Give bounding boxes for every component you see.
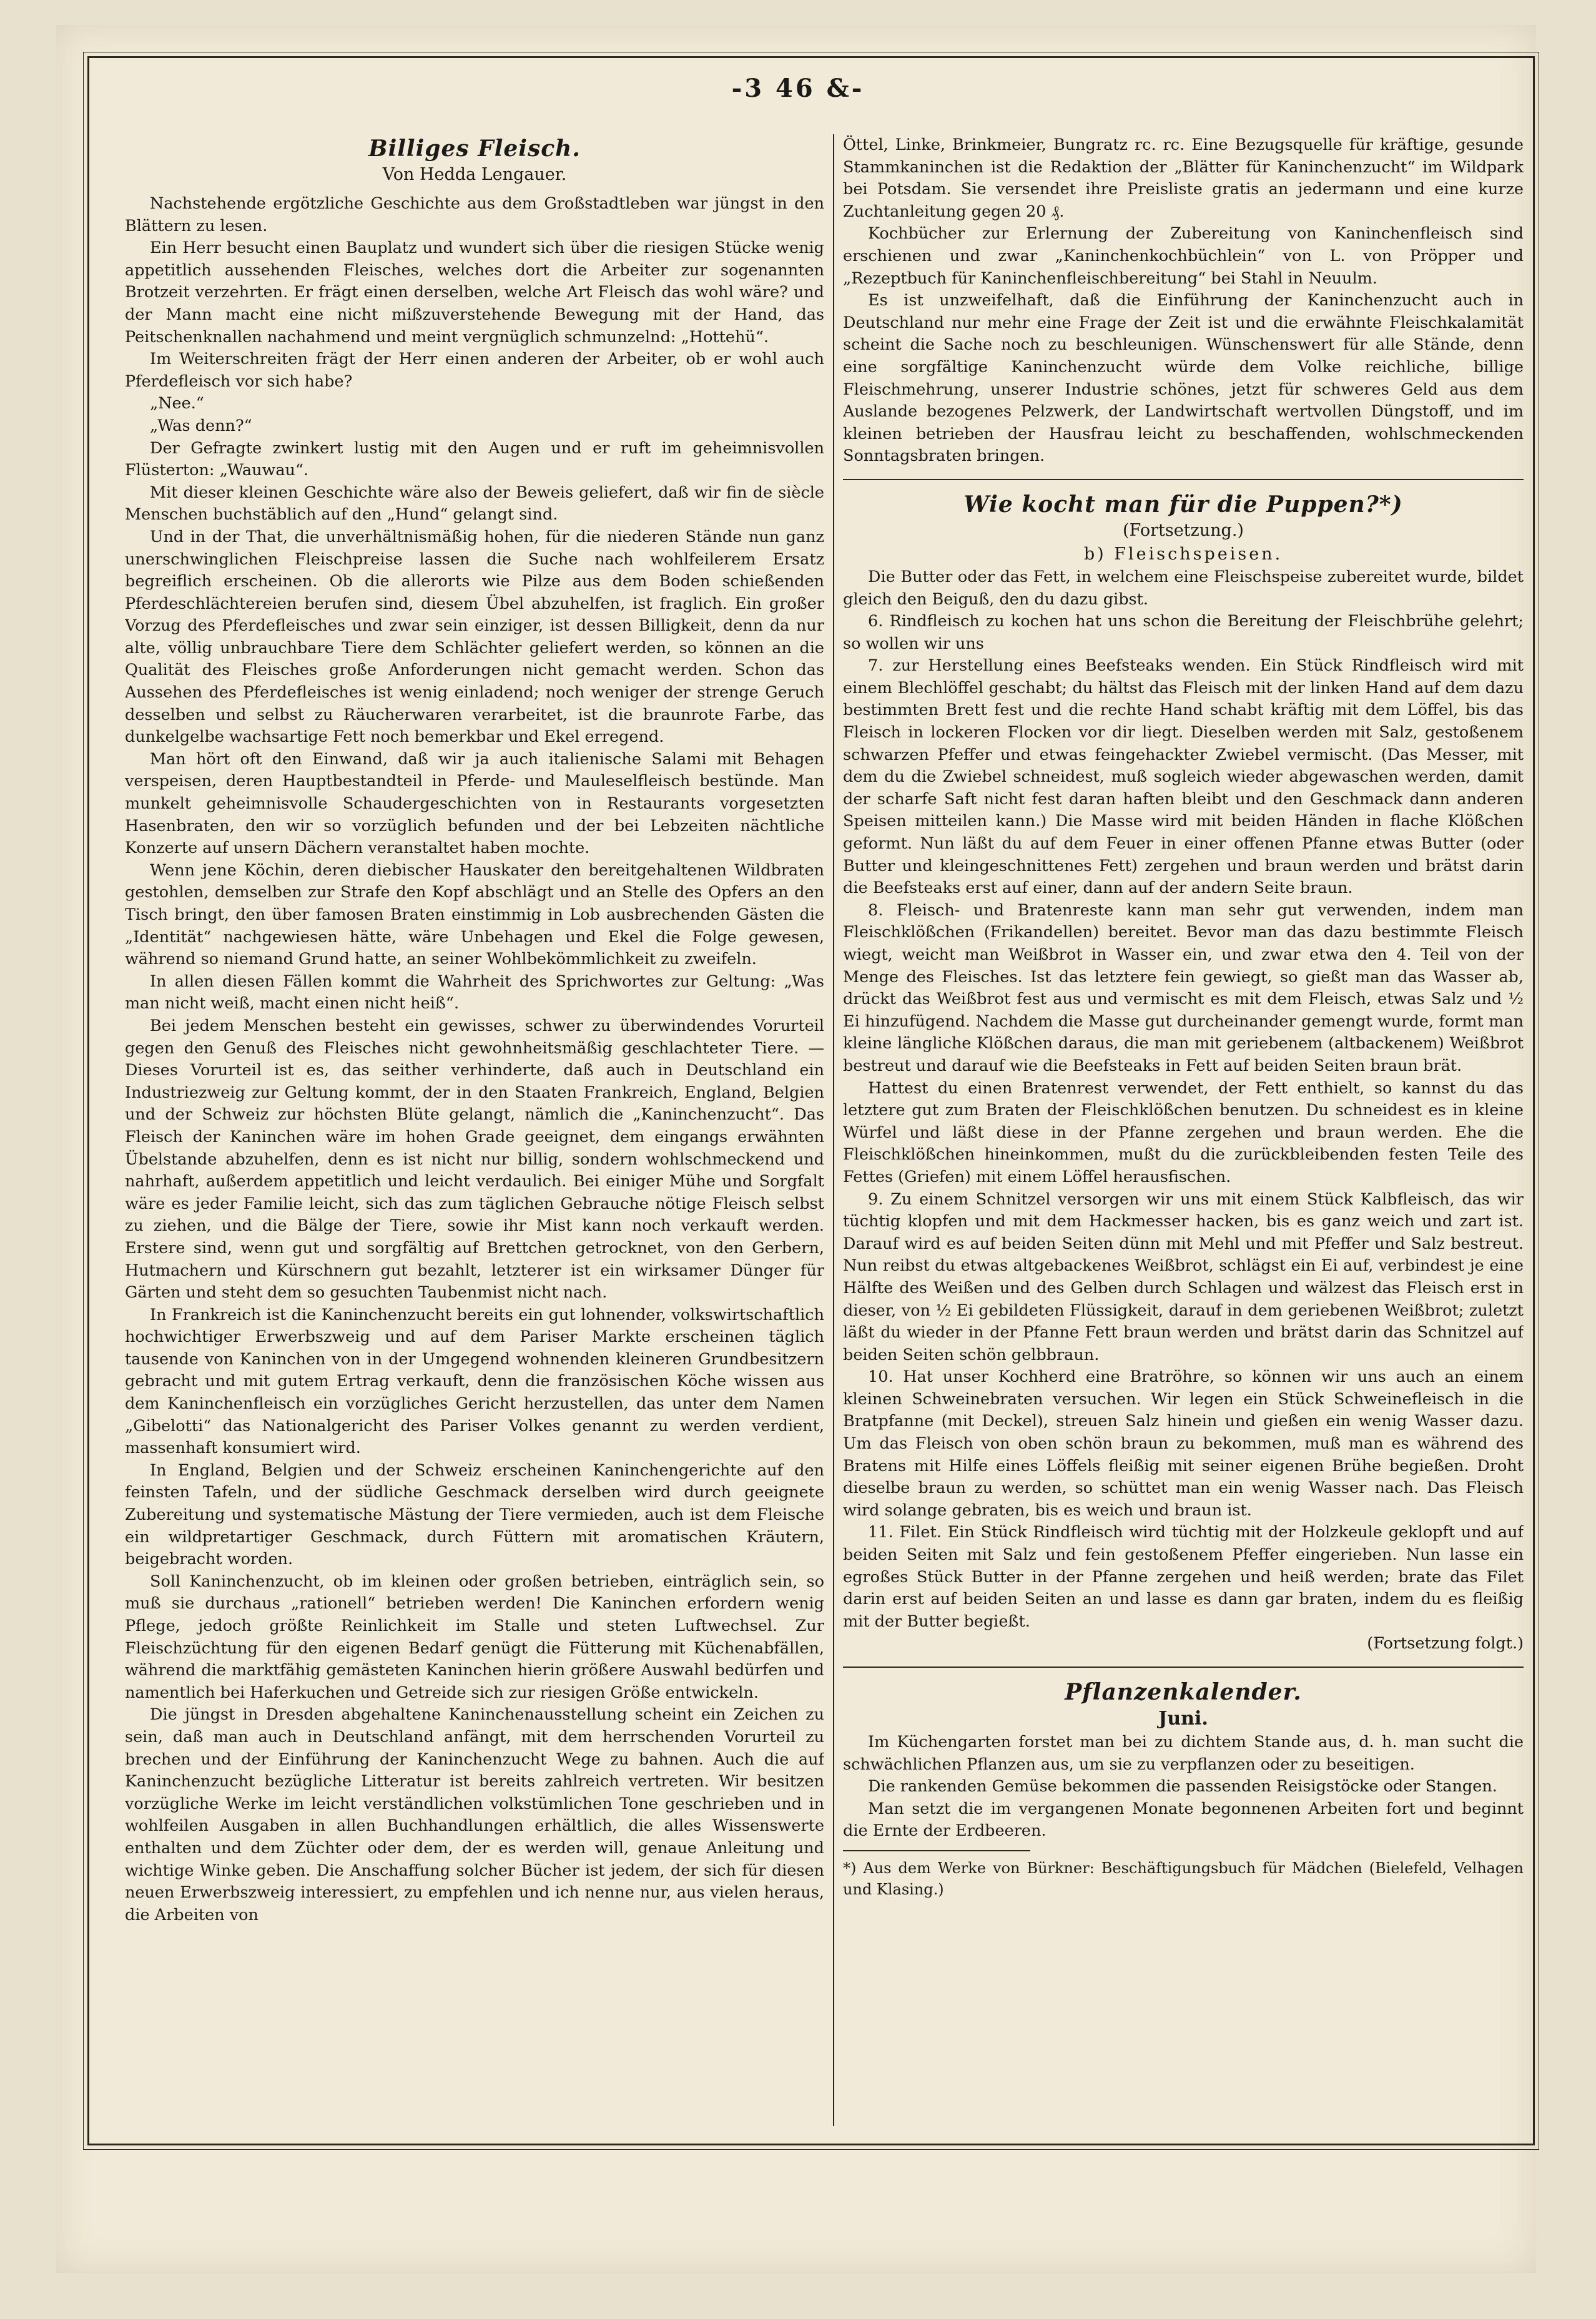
paragraph: In allen diesen Fällen kommt die Wahrheit des Sprichwortes zur Geltung: „Was man nicht weiß, macht einen nicht heiß“. bbox=[125, 972, 824, 1013]
pflanzen-title: Pflanzenkalender. bbox=[1065, 1679, 1302, 1705]
paragraph: Öttel, Linke, Brinkmeier, Bungratz rc. rc. Eine Bezugsquelle für kräftige, gesunde Stammkaninchen ist die Redaktion der „Blätter für Kaninchenzucht“ im Wildpark bei Potsdam. Sie versendet ihre Preisliste gratis an jedermann und eine kurze Zuchtanleitung gegen 20 ₰. bbox=[843, 135, 1524, 221]
article-title: Billiges Fleisch. bbox=[368, 135, 581, 162]
paragraph: „Was denn?“ bbox=[150, 416, 252, 435]
paragraph: Im Weiterschreiten frägt der Herr einen anderen der Arbeiter, ob er wohl auch Pferdefleisch vor sich habe? bbox=[125, 350, 824, 391]
puppen-title: Wie kocht man für die Puppen?*) bbox=[963, 491, 1403, 518]
column-divider bbox=[833, 134, 834, 2126]
paragraph: Kochbücher zur Erlernung der Zubereitung von Kaninchenfleisch sind erschienen und zwar „Kaninchenkochbüchlein“ von L. von Pröpper und „Rezeptbuch für Kaninchenfleischbereitung“ bei Stahl in Neuulm. bbox=[843, 224, 1524, 288]
paragraph: 8. Fleisch- und Bratenreste kann man sehr gut verwenden, indem man Fleischklößchen (Frikandellen) bereitet. Bevor man das dazu bestimmte Fleisch wiegt, weicht man Weißbrot in Wasser ein, und zwar etwa den 4. Teil von der Menge des Fleisches. Ist das letztere fein gewiegt, so gießt man das Wasser ab, drückt das Weißbrot fest aus und vermischt es mit dem Fleisch, etwas Salz und ½ Ei hinzufügend. Nachdem die Masse gut durcheinander gemengt wurde, formt man kleine längliche Klößchen daraus, die man mit geriebenem (altbackenem) Weißbrot bestreut und darauf wie die Beefsteaks in Fett auf beiden Seiten braun brät. bbox=[843, 900, 1524, 1075]
paragraph: Und in der That, die unverhältnismäßig hohen, für die niederen Stände nun ganz unerschwinglichen Fleischpreise lassen die Suche nach wohlfeilerem Ersatz begreiflich erscheinen. Ob die allerorts wie Pilze aus dem Boden schießenden Pferdeschlächtereien berufen sind, diesem Übel abzuhelfen, ist fraglich. Ein großer Vorzug des Pferdefleisches und zwar sein einziger, ist dessen Billigkeit, denn da nur alte, völlig unbrauchbare Tiere dem Schlächter geliefert werden, so können an die Qualität des Fleisches große Anforderungen nicht gemacht werden. Schon das Aussehen des Pferdefleisches ist wenig einladend; noch weniger der strenge Geruch desselben und selbst zu Räucherwaren verarbeitet, ist die braunrote Farbe, das dunkelgelbe wachsartige Fett noch bemerkbar und Ekel erregend. bbox=[125, 527, 824, 747]
pflanzen-month: Juni. bbox=[1158, 1708, 1208, 1730]
paragraph: Die jüngst in Dresden abgehaltene Kaninchenausstellung scheint ein Zeichen zu sein, daß man auch in Deutschland anfängt, mit dem herrschenden Vorurteil zu brechen und der Einführung der Kaninchenzucht Wege zu bahnen. Auch die auf Kaninchenzucht bezügliche Litteratur ist bereits zahlreich vertreten. Wir besitzen vorzügliche Werke im leicht verständlichen volkstümlichen Tone geschrieben und in wohlfeilen Ausgaben in allen Buchhandlungen erhältlich, die alles Wissenswerte enthalten und dem Züchter oder dem, der es werden will, genaue Anleitung und wichtige Winke geben. Die Anschaffung solcher Bücher ist jedem, der sich für diesen neuen Erwerbszweig interessiert, zu empfehlen und ich nenne nur, aus vielen heraus, die Arbeiten von bbox=[125, 1705, 824, 1924]
paragraph: Mit dieser kleinen Geschichte wäre also der Beweis geliefert, daß wir fin de siècle Menschen buchstäblich auf den „Hund“ gelangt sind. bbox=[125, 483, 824, 524]
paragraph: Man setzt die im vergangenen Monate begonnenen Arbeiten fort und beginnt die Ernte der Erdbeeren. bbox=[843, 1799, 1524, 1841]
section-rule bbox=[843, 1667, 1524, 1668]
article-body bbox=[125, 193, 824, 1926]
paragraph: In Frankreich ist die Kaninchenzucht bereits ein gut lohnender, volkswirtschaftlich hochwichtiger Erwerbszweig und auf dem Pariser Markte erscheinen täglich tausende von Kaninchen von in der Umgegend wohnenden kleineren Grundbesitzern gebracht und mit gutem Ertrag verkauft, denn die französischen Köche wissen aus dem Kaninchenfleisch ein vorzügliches Gericht herzustellen, das unter dem Namen „Gibelotti“ das Nationalgericht des Pariser Volkes genannt zu werden verdient, massenhaft konsumiert wird. bbox=[125, 1305, 824, 1458]
continued-text bbox=[843, 134, 1524, 468]
footnote-rule bbox=[843, 1850, 1030, 1851]
paragraph: 11. Filet. Ein Stück Rindfleisch wird tüchtig mit der Holzkeule geklopft und auf beiden Seiten mit Salz und fein gestoßenem Pfeffer eingerieben. Nun lasse ein egroßes Stück Butter in der Pfanne zergehen und heiß werden; brate das Filet darin erst auf beiden Seiten an und lasse es dann gar braten, indem du es fleißig mit der Butter begießt. bbox=[843, 1523, 1524, 1631]
paragraph: Im Küchengarten forstet man bei zu dichtem Stande aus, d. h. man sucht die schwächlichen Pflanzen aus, um sie zu verpflanzen oder zu beseitigen. bbox=[843, 1733, 1524, 1774]
footnote bbox=[843, 1858, 1524, 1900]
paragraph: Die Butter oder das Fett, in welchem eine Fleischspeise zubereitet wurde, bildet gleich den Beiguß, den du dazu gibst. bbox=[843, 567, 1524, 609]
section-rule bbox=[843, 479, 1524, 480]
paragraph: 7. zur Herstellung eines Beefsteaks wenden. Ein Stück Rindfleisch wird mit einem Blechlöffel geschabt; du hältst das Fleisch mit der linken Hand auf dem dazu bestimmten Brett fest und die rechte Hand schabt kräftig mit dem Löffel, bis das Fleisch in lockeren Flocken vor dir liegt. Dieselben werden mit Salz, gestoßenem schwarzen Pfeffer und etwas feingehackter Zwiebel vermischt. (Das Messer, mit dem du die Zwiebel schneidest, muß sogleich wieder abgewaschen werden, damit der scharfe Saft nicht fest daran haften bleibt und den Geschmack dann anderen Speisen mitteilen kann.) Die Masse wird mit beiden Händen in flache Klößchen geformt. Nun läßt du auf dem Feuer in einer offenen Pfanne etwas Butter (oder Butter und kleingeschnittenes Fett) zergehen und braun werden und brätst darin die Beefsteaks erst auf einer, dann auf der andern Seite braun. bbox=[843, 656, 1524, 898]
paragraph: Nachstehende ergötzliche Geschichte aus dem Großstadtleben war jüngst in den Blättern zu lesen. bbox=[125, 194, 824, 235]
paragraph: Ein Herr besucht einen Bauplatz und wundert sich über die riesigen Stücke wenig appetitlich aussehenden Fleisches, welches dort die Arbeiter zur sogenannten Brotzeit verzehrten. Er frägt einen derselben, welche Art Fleisch das wohl wäre? und der Mann macht eine nicht mißzuverstehende Bewegung mit der Hand, das Peitschenknallen nachahmend und meint vergnüglich schmunzelnd: „Hottehü“. bbox=[125, 239, 824, 347]
paragraph: 9. Zu einem Schnitzel versorgen wir uns mit einem Stück Kalbfleisch, das wir tüchtig klopfen und mit dem Hackmesser hacken, bis es ganz weich und zart ist. Darauf wird es auf beiden Seiten dünn mit Mehl und mit Pfeffer und Salz bestreut. Nun reibst du etwas altgebackenes Weißbrot, schlägst ein Ei auf, verbindest je eine Hälfte des Weißen und des Gelben durch Schlagen und wälzest das Fleisch erst in dieser, von ½ Ei gebildeten Flüssigkeit, darauf in dem geriebenen Weißbrot; zuletzt läßt du wieder in der Pfanne Fett braun werden und brätst darin das Schnitzel auf beiden Seiten schön gelbbraun. bbox=[843, 1189, 1524, 1364]
puppen-body bbox=[843, 566, 1524, 1655]
paragraph: Bei jedem Menschen besteht ein gewisses, schwer zu überwindendes Vorurteil gegen den Genuß des Fleisches nicht gewohnheitsmäßig geschlachteter Tiere. — Dieses Vorurteil ist es, das seither verhinderte, daß auch in Deutschland ein Industriezweig zur Geltung kommt, der in den Staaten Frankreich, England, Belgien und der Schweiz zur höchsten Blüte gelangt, nämlich die „Kaninchenzucht“. Das Fleisch der Kaninchen wäre im hohen Grade geeignet, dem eingangs erwähnten Übelstande abzuhelfen, denn es ist nicht nur billig, sondern wohlschmeckend und nahrhaft, außerdem appetitlich und leicht verdaulich. Bei einiger Mühe und Sorgfalt wäre es jeder Familie leicht, sich das zum täglichen Gebrauche nötige Fleisch selbst zu ziehen, und die Bälge der Tiere, sowie ihr Mist kann noch verkauft werden. Erstere sind, wenn gut und sorgfältig auf Brettchen getrocknet, von den Gerbern, Hutmachern und Kürschnern gut bezahlt, letzterer ist ein wirksamer Dünger für Gärten und steht dem so gesuchten Taubenmist nicht nach. bbox=[125, 1016, 824, 1302]
paragraph: Soll Kaninchenzucht, ob im kleinen oder großen betrieben, einträglich sein, so muß sie durchaus „rationell“ betrieben werden! Die Kaninchen erfordern wenig Pflege, jedoch größte Reinlichkeit im Stalle und steten Luftwechsel. Zur Fleischzüchtung für den eigenen Bedarf genügt die Fütterung mit Küchenabfällen, während die marktfähig gemästeten Kaninchen hierin größere Auswahl bedürfen und namentlich bei Haferkuchen und Getreide sich zur riesigen Größe entwickeln. bbox=[125, 1572, 824, 1702]
paragraph: 10. Hat unser Kochherd eine Bratröhre, so können wir uns auch an einem kleinen Schweinebraten versuchen. Wir legen ein Stück Schweinefleisch in die Bratpfanne (mit Deckel), streuen Salz hinein und gießen ein wenig Wasser dazu. Um das Fleisch von oben schön braun zu bekommen, muß man es während des Bratens mit Hilfe eines Löffels fleißig mit seiner eigenen Brühe begießen. Droht dieselbe braun zu werden, so schüttet man ein wenig Wasser nach. Das Fleisch wird solange gebraten, bis es weich und braun ist. bbox=[843, 1367, 1524, 1520]
right-column bbox=[843, 134, 1524, 2126]
article-byline: Von Hedda Lengauer. bbox=[382, 165, 567, 184]
paragraph: Wenn jene Köchin, deren diebischer Hauskater den bereitgehaltenen Wildbraten gestohlen, demselben zur Strafe den Kopf abschlägt und an Stelle des Opfers an den Tisch bringt, den über famosen Braten einstimmig in Lob ausbrechenden Gästen die „Identität“ nachgewiesen hätte, wäre Unbehagen und Ekel die Folge gewesen, während so niemand Grund hatte, an seiner Wohlbekömmlichkeit zu zweifeln. bbox=[125, 860, 824, 969]
paragraph: In England, Belgien und der Schweiz erscheinen Kaninchengerichte auf den feinsten Tafeln, und der südliche Geschmack derselben wird durch geeignete Zubereitung und systematische Mästung der Tiere vermieden, auch ist dem Fleische ein wildpretartiger Geschmack, durch Füttern mit aromatischen Kräutern, beigebracht worden. bbox=[125, 1460, 824, 1569]
paragraph: Die rankenden Gemüse bekommen die passenden Reisigstöcke oder Stangen. bbox=[868, 1777, 1497, 1796]
continued-note: (Fortsetzung folgt.) bbox=[1367, 1634, 1524, 1653]
paragraph: 6. Rindfleisch zu kochen hat uns schon die Bereitung der Fleischbrühe gelehrt; so wollen wir uns bbox=[843, 612, 1524, 653]
paragraph: Man hört oft den Einwand, daß wir ja auch italienische Salami mit Behagen verspeisen, deren Hauptbestandteil in Pferde- und Mauleselfleisch bestünde. Man munkelt geheimnisvolle Schaudergeschichten von in Restaurants vorgesetzten Hasenbraten, den wir so vorzüglich befunden und der bei Lebzeiten nächtliche Konzerte auf unsern Dächern veranstaltet haben mochte. bbox=[125, 749, 824, 858]
left-column bbox=[125, 134, 824, 2120]
page-header: -3 46 &- bbox=[731, 74, 865, 103]
paragraph: „Nee.“ bbox=[150, 394, 204, 413]
paragraph: Der Gefragte zwinkert lustig mit den Augen und er ruft im geheimnisvollen Flüsterton: „Wauwau“. bbox=[125, 438, 824, 480]
paragraph: Hattest du einen Bratenrest verwendet, der Fett enthielt, so kannst du das letztere gut zum Braten der Fleischklößchen benutzen. Du schneidest es in kleine Würfel und läßt diese in der Pfanne zergehen und braun werden. Ehe die Fleischklößchen hineinkommen, mußt du die zurückbleibenden festen Teile des Fettes (Griefen) mit einem Löffel herausfischen. bbox=[843, 1078, 1524, 1186]
pflanzen-body bbox=[843, 1731, 1524, 1843]
continuation-note: (Fortsetzung.) bbox=[1123, 520, 1244, 540]
footnote-text: *) Aus dem Werke von Bürkner: Beschäftigungsbuch für Mädchen (Bielefeld, Velhagen und Klasing.) bbox=[843, 1859, 1524, 1898]
paragraph: Es ist unzweifelhaft, daß die Einführung der Kaninchenzucht auch in Deutschland nur mehr eine Frage der Zeit ist und die erwähnte Fleischkalamität scheint die Sache noch zu beschleunigen. Wünschenswert für alle Stände, denn eine sorgfältige Kaninchenzucht würde dem Volke reichliche, billige Fleischmehrung, unserer Industrie schönes, jetzt für schweres Geld aus dem Auslande bezogenes Pelzwerk, der Landwirtschaft wertvollen Düngstoff, und im kleinen betrieben der Hausfrau leicht zu beschaffenden, wohlschmeckenden Sonntagsbraten bringen. bbox=[843, 291, 1524, 466]
section-heading: b) Fleischspeisen. bbox=[1083, 544, 1283, 564]
